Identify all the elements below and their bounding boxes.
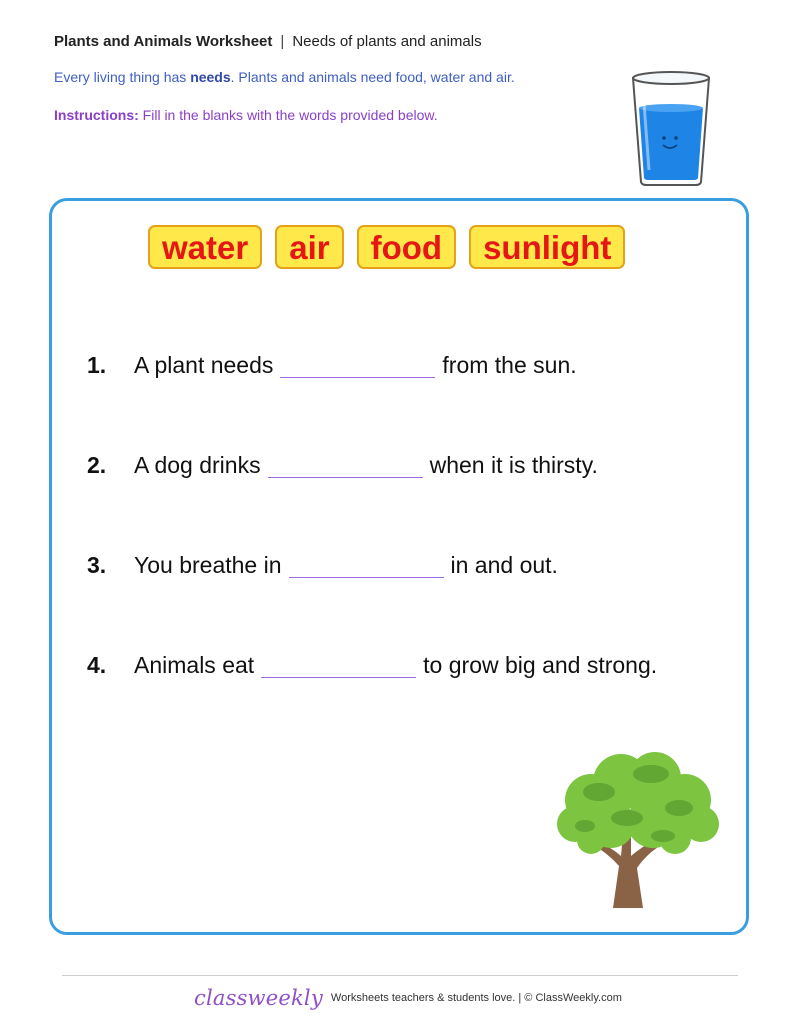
tree-icon — [551, 748, 723, 910]
instructions-label: Instructions: — [54, 107, 139, 123]
question-text-after: when it is thirsty. — [429, 452, 598, 478]
worksheet-subtitle: Needs of plants and animals — [292, 33, 482, 50]
footer-divider — [62, 975, 738, 976]
intro-text — [54, 69, 515, 85]
instructions-text: Fill in the blanks with the words provided below. — [138, 107, 438, 123]
footer — [194, 986, 622, 1010]
question-text-after: in and out. — [450, 552, 558, 578]
word-bank — [148, 225, 625, 269]
title-separator: | — [280, 33, 285, 50]
question-text-after: from the sun. — [442, 352, 577, 378]
question-4 — [87, 652, 657, 679]
question-number: 2. — [87, 452, 107, 478]
intro-before: Every living thing has — [54, 69, 191, 85]
question-text-before: Animals eat — [134, 652, 255, 678]
intro-keyword: needs — [190, 69, 231, 85]
question-2 — [87, 452, 598, 479]
word-chip-food: food — [357, 225, 456, 269]
worksheet-title: Plants and Animals Worksheet — [54, 33, 273, 50]
question-number: 3. — [87, 552, 107, 578]
answer-blank-1[interactable] — [280, 351, 435, 378]
intro-after: . Plants and animals need food, water and air. — [230, 69, 515, 85]
question-3 — [87, 552, 558, 579]
question-number: 1. — [87, 352, 107, 378]
word-chip-air: air — [275, 225, 343, 269]
footer-tagline: Worksheets teachers & students love. | © ClassWeekly.com — [330, 992, 622, 1004]
question-1 — [87, 352, 577, 379]
question-text-before: A dog drinks — [134, 452, 261, 478]
word-chip-sunlight: sunlight — [469, 225, 625, 269]
page-title — [54, 33, 482, 50]
answer-blank-2[interactable] — [268, 451, 423, 478]
water-glass-icon — [628, 70, 714, 188]
question-text-before: You breathe in — [134, 552, 282, 578]
word-chip-water: water — [148, 225, 262, 269]
answer-blank-3[interactable] — [289, 551, 444, 578]
question-number: 4. — [87, 652, 107, 678]
answer-blank-4[interactable] — [261, 651, 416, 678]
question-text-after: to grow big and strong. — [423, 652, 658, 678]
question-text-before: A plant needs — [134, 352, 274, 378]
classweekly-logo: classweekly — [194, 986, 323, 1010]
instructions — [54, 107, 438, 123]
